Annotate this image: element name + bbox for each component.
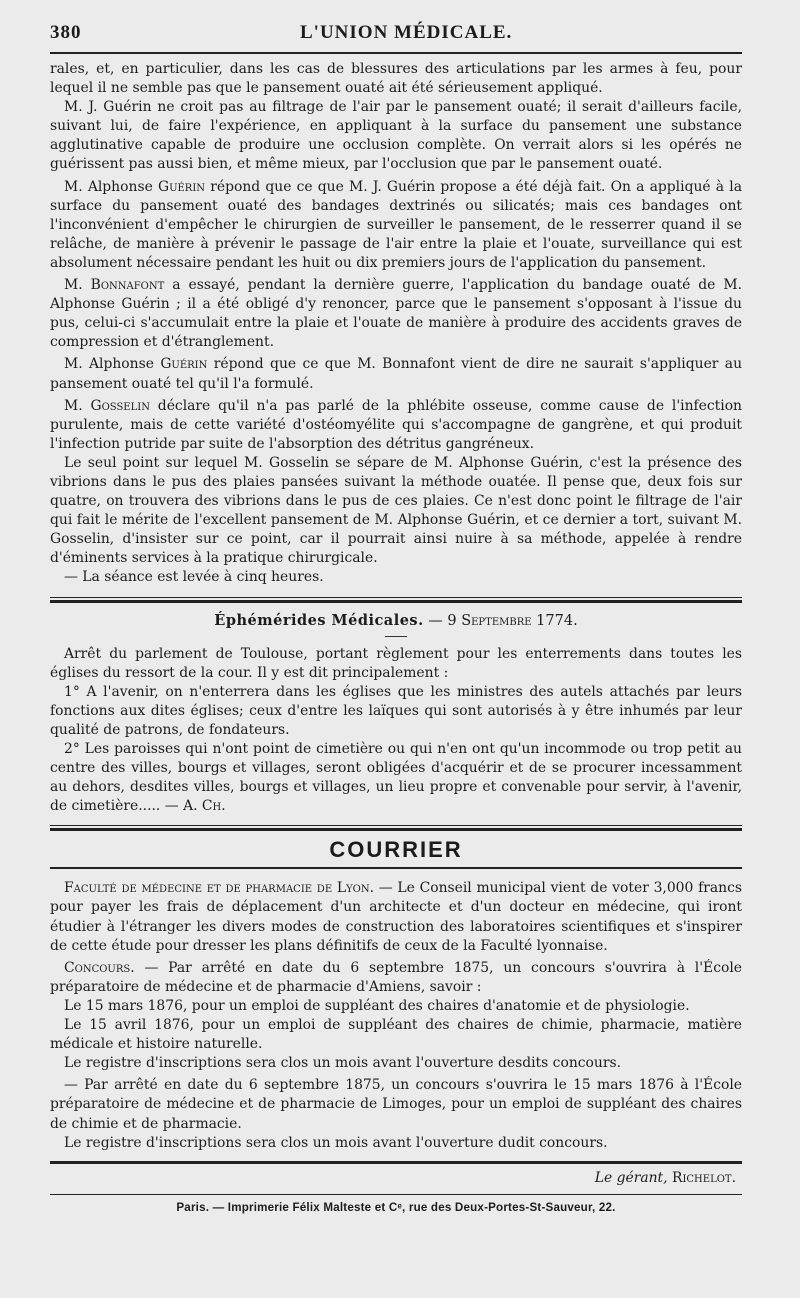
paragraph-text: répond que ce que M. J. Guérin propose a été déjà fait. On a appliqué à la surface du pansement ouaté des bandages dextrinés ou silicatés; mais ces bandages ont l'inconvénient d'empêcher le chirurgien de surveiller le pansement, de le resserrer quand il se relâche, de manière à prévenir le passage de l'air entre la plaie et l'ouate, surveillance qui est absolument nécessaire pendant les huit ou dix premiers jours de l'application du pansement. [50,178,742,271]
speaker-prefix: M. [64,277,83,294]
section-divider [50,597,742,603]
paragraph-text: — Par arrêté en date du 6 septembre 1875, un concours s'ouvrira à l'École préparatoire de médecine et de pharmacie d'Amiens, savoir : [50,959,742,995]
printer-imprint: Paris. — Imprimerie Félix Malteste et Cᵉ, rue des Deux-Portes-St-Sauveur, 22. [176,1200,616,1214]
closing-rule [50,1161,742,1164]
seance-section [50,60,742,588]
paragraph: Le registre d'inscriptions sera clos un mois avant l'ouverture desdits concours. [64,1055,622,1072]
ephemerides-date-prefix: — 9 [428,612,457,629]
paragraph: M. J. Guérin ne croit pas au filtrage de l'air par le pansement ouaté; il serait d'ailleurs facile, suivant lui, de faire l'expérience, en appliquant à la surface du pansement une substance agglutinative capable de produire une occlusion complète. On verrait alors si les opérés ne guérissent pas aussi bien, et même mieux, par l'occlusion que par le pansement ouaté. [50,99,742,173]
ephemerides-title: Éphémérides Médicales. [214,611,424,629]
ephemerides-heading [50,610,742,632]
paragraph: rales, et, en particulier, dans les cas de blessures des articulations par les armes à feu, pour lequel il ne semble pas que le pansement ouaté ait été sérieusement appliqué. [50,61,742,97]
news-label: Faculté de médecine et de pharmacie de Lyon. [64,880,375,897]
paragraph-text: déclare qu'il n'a pas parlé de la phlébite osseuse, comme cause de l'infection purulente, mais de cette variété d'ostéomyélite qui s'accompagne de gangrène, et qui produit l'infection putride par suite de l'absorption des détritus gangréneux. [50,397,742,452]
paragraph-text: 2° Les paroisses qui n'ont point de cimetière ou qui n'en ont qu'un incommode ou trop petit au centre des villes, bourgs et villages, seront obligées d'acquérir et de se procurer incessamment au dehors, desdites villes, bourgs et villages, un lieu propre et convenable pour servir, à l'avenir, de cimetière..... — [50,741,742,815]
paragraph [50,740,742,816]
paragraph: Arrêt du parlement de Toulouse, portant règlement pour les enterrements dans toutes les églises du ressort de la cour. Il y est dit principalement : [50,645,742,681]
paragraph [50,178,742,273]
courrier-section [50,837,742,1152]
paragraph [50,355,742,393]
speaker-prefix: M. [64,397,83,414]
paragraph: Le registre d'inscriptions sera clos un mois avant l'ouverture dudit concours. [64,1134,608,1151]
speaker-prefix: M. Alphonse [64,178,153,195]
paragraph: 1° A l'avenir, on n'enterrera dans les églises que les ministres des autels attachés par leurs fonctions aux dites églises; ceux d'entre les laïques qui sont autorisés à y être inhumés par leur qualité de patrons, de fondateurs. [50,683,742,738]
paragraph [50,959,742,997]
speaker-name: Bonnafont [90,277,165,294]
speaker-name: Guérin [157,178,206,195]
speaker-name: Gosselin [90,397,150,414]
paragraph [50,276,742,352]
gerant-label: Le gérant, [594,1169,668,1186]
ephemerides-date-year: 1774. [536,612,578,629]
paragraph: — Par arrêté en date du 6 septembre 1875, un concours s'ouvrira le 15 mars 1876 à l'École préparatoire de médecine et de pharmacie de Limoges, pour un emploi de suppléant des chaires de chimie et de pharmacie. [50,1077,742,1132]
paragraph: Le 15 mars 1876, pour un emploi de suppléant des chaires d'anatomie et de physiologie. [64,997,690,1014]
page-header [50,22,742,52]
paragraph-text: — Le Conseil municipal vient de voter 3,000 francs pour payer les frais de déplacement d'un architecte et d'un docteur en médecine, qui iront étudier à l'étranger les divers modes de construction des laboratoires scientifiques et s'inspirer de cette étude pour dresser les plans définitifs de ceux de la Faculté lyonnaise. [50,880,742,954]
section-divider [50,825,742,831]
short-dash-divider [385,636,407,637]
header-rule [50,52,742,54]
signature [50,1168,742,1188]
page-number: 380 [50,22,82,43]
ephemerides-section [50,610,742,817]
ephemerides-date-month: Septembre [461,612,532,629]
paragraph [50,397,742,454]
running-title: L'UNION MÉDICALE. [300,22,513,43]
courrier-heading: COURRIER [329,837,463,863]
paragraph: Le seul point sur lequel M. Gosselin se sépare de M. Alphonse Guérin, c'est la présence des vibrions dans le pus des plaies pansées suivant la méthode ouatée. Il pense que, deux fois sur quatre, on trouvera des vibrions dans le pus de ces plaies. Ce n'est donc point le filtrage de l'air qui fait le mérite de l'excellent pansement de M. Alphonse Guérin, et ce dernier a tort, suivant M. Gosselin, d'insister sur ce point, car il pourrait ainsi nuire à sa méthode, appelée à rendre d'éminents services à la pratique chirurgicale. [50,454,742,567]
paragraph: — La séance est levée à cinq heures. [64,569,324,586]
paragraph-text: répond que ce que M. Bonnafont vient de dire ne saurait s'appliquer au pansement ouaté tel qu'il l'a formulé. [50,356,743,392]
courrier-rule [50,867,742,869]
speaker-prefix: M. Alphonse [64,356,154,373]
speaker-name: Guérin [160,356,208,373]
imprint-rule [50,1194,742,1195]
gerant-name: Richelot. [671,1169,736,1186]
paragraph-text: a essayé, pendant la dernière guerre, l'application du bandage ouaté de M. Alphonse Guérin ; il a été obligé d'y renoncer, parce que le pansement s'opposant à l'issue du pus, celui-ci s'accumulait entre la plaie et l'ouate de manière à produire des accidents graves de compression et d'étranglement. [50,277,742,351]
news-label: Concours. [64,959,135,976]
author-initials: A. Ch. [183,798,226,815]
paragraph [50,879,742,955]
paragraph: Le 15 avril 1876, pour un emploi de suppléant des chaires de chimie, pharmacie, matière médicale et histoire naturelle. [50,1017,742,1053]
